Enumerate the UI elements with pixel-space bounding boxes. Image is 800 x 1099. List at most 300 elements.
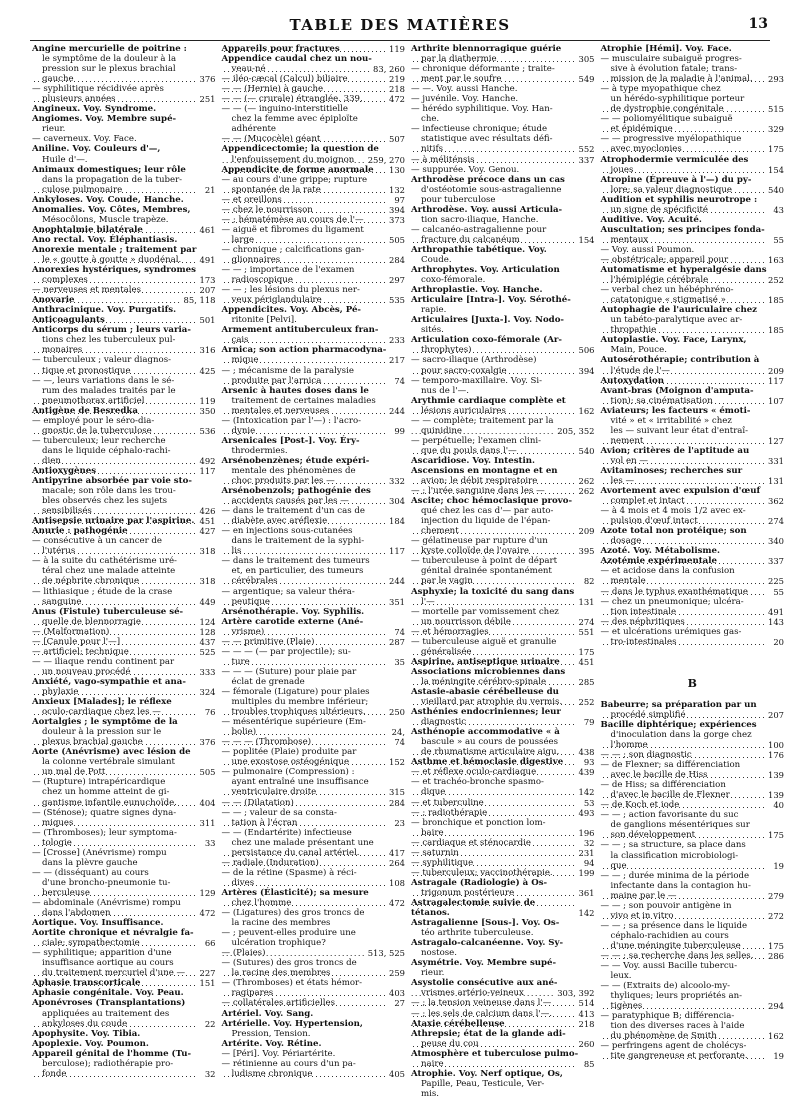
page-reference: 437	[199, 636, 216, 647]
entry-text: dien	[32, 456, 197, 466]
index-entry	[411, 657, 595, 667]
entry-text: — hérédo syphilitique. Voy. Han-	[411, 104, 553, 115]
entry-text: — syphilitique récidivée après	[32, 84, 164, 95]
entry-text: thropathie	[601, 325, 766, 335]
entry-text: Huile d'—.	[42, 154, 88, 165]
index-entry-continuation	[32, 757, 216, 767]
page-reference: 350	[199, 405, 216, 416]
index-entry-continuation	[222, 155, 406, 165]
index-subentry	[601, 1011, 785, 1021]
index-entry	[601, 406, 785, 416]
entry-text: Aviateurs; les facteurs « émoti-	[600, 405, 751, 416]
entry-text: glionnaires	[222, 255, 387, 265]
page-reference: 108	[389, 877, 405, 888]
index-entry-continuation	[411, 1039, 595, 1049]
entry-text: — iléo-cæcal (Calcul) biliaire	[222, 74, 387, 84]
entry-text: Angineux. Voy. Syndrome.	[32, 104, 157, 115]
index-entry-continuation	[411, 386, 595, 396]
entry-text: maine par le —	[601, 891, 766, 901]
index-entry-continuation	[32, 74, 216, 84]
page-reference: 199	[578, 867, 595, 878]
entry-text: ventriculaire droite	[222, 787, 387, 797]
index-entry	[32, 104, 216, 114]
index-entry	[411, 1029, 595, 1039]
page-reference: 93	[583, 757, 595, 768]
entry-text: Antioxygènes	[32, 466, 197, 476]
entry-text: chement	[411, 526, 576, 536]
index-entry	[222, 386, 406, 396]
index-entry	[32, 245, 216, 255]
entry-text: — infectieuse chronique; étude	[411, 124, 548, 135]
index-entry-continuation	[601, 1031, 785, 1041]
index-entry-continuation	[601, 730, 785, 740]
index-entry-continuation	[32, 396, 216, 406]
entry-text: Bacille diphtérique; expériences	[600, 719, 757, 730]
entry-text: bascule » au cours de poussées	[421, 737, 559, 748]
entry-text: sive à évolution fatale; trans-	[610, 64, 738, 75]
index-entry-continuation	[411, 888, 595, 898]
entry-text: Astragalo-calcanéenne. Voy. Sy-	[411, 938, 564, 949]
entry-text: çais	[222, 335, 387, 345]
page-reference: 311	[199, 817, 216, 828]
index-subentry	[411, 998, 595, 1008]
index-entry	[411, 757, 595, 767]
index-entry-continuation	[222, 376, 406, 386]
entry-text: Avion; critères de l'aptitude au	[600, 445, 750, 456]
index-entry	[601, 155, 785, 165]
index-column-1	[32, 44, 216, 1079]
page-reference: 337	[768, 556, 784, 567]
page-reference: 252	[578, 697, 595, 708]
entry-text: — collatérales artificielles	[222, 998, 387, 1008]
index-entry-continuation	[222, 476, 406, 486]
entry-text: tion des diverses races à l'aide	[610, 1021, 745, 1032]
entry-text: — ; peuvent-elles produire une	[221, 928, 356, 939]
page-reference: 287	[389, 636, 405, 647]
entry-text: — et trachéo-bronche spasmo-	[411, 777, 544, 788]
entry-text: — au cours d'une grippe; rupture	[221, 174, 368, 185]
index-entry-continuation	[601, 205, 785, 215]
entry-text: un signe de spécificité	[601, 205, 766, 215]
entry-text: Autoplastie. Voy. Face, Larynx,	[600, 335, 747, 346]
entry-text: par la diathermie	[411, 54, 576, 64]
entry-text: fonde	[32, 1069, 197, 1079]
page-reference: 324	[199, 687, 216, 697]
entry-text: les —	[601, 476, 766, 486]
entry-text: Anticoagulants	[32, 315, 197, 325]
entry-text: — tuberculeux; vaccinothérapie.	[411, 868, 576, 878]
entry-text: rieur.	[42, 124, 66, 135]
index-entry-continuation	[411, 74, 595, 84]
entry-text: tique et pronostique	[32, 366, 197, 376]
index-entry	[411, 1019, 595, 1029]
page-reference: 461	[199, 224, 216, 235]
entry-text: Antipyrine absorbée par voie sto-	[32, 476, 192, 487]
entry-text: produite par l'arnica	[222, 376, 387, 386]
entry-text: avion; le débit respiratoire	[411, 476, 576, 486]
page-reference: 227	[199, 968, 216, 979]
index-entry	[601, 556, 785, 566]
entry-text: tigènes	[601, 1001, 766, 1011]
entry-text: pulsion d'œuf intact	[601, 516, 766, 526]
index-entry-continuation	[411, 576, 595, 586]
entry-text: de dystrophie congénitale	[601, 104, 766, 114]
entry-text: du phénomène de Smith	[601, 1031, 766, 1041]
entry-text: Pression, Tension.	[231, 1028, 311, 1039]
index-subentry	[601, 114, 785, 124]
index-entry-continuation	[601, 790, 785, 800]
index-entry-continuation	[411, 215, 595, 225]
index-subentry	[411, 84, 595, 94]
index-entry	[32, 315, 216, 325]
index-entry-continuation	[32, 546, 216, 556]
index-entry	[601, 44, 785, 54]
entry-text: — poplitée (Plaie) produite par	[221, 747, 357, 758]
entry-text: Angiomes. Voy. Membre supé-	[32, 114, 177, 125]
entry-text: — tuberculeuse aiguë et granulie	[411, 636, 557, 647]
index-subentry	[601, 810, 785, 820]
entry-text: un mal de Pott	[32, 767, 197, 777]
entry-text: — — poliomyélitique subaiguë	[600, 114, 733, 125]
entry-text: Appendicite de forme anormale	[222, 165, 387, 175]
entry-text: Ascite; choc hémoclasique provo-	[411, 496, 573, 507]
index-entry	[32, 406, 216, 416]
entry-text: — et ulcérations urémiques gas-	[600, 626, 742, 637]
index-entry-continuation	[32, 185, 216, 195]
entry-text: Automatisme et hyperalgésie dans	[600, 265, 767, 276]
index-subentry	[411, 536, 595, 546]
page-reference: 209	[578, 526, 595, 537]
entry-text: Anorexies hystériques, syndromes	[32, 265, 196, 276]
index-entry	[601, 215, 785, 225]
entry-text: vol en —	[601, 456, 766, 466]
entry-text: un hérédo-syphilitique porteur	[610, 94, 745, 105]
index-entry-continuation	[411, 737, 595, 747]
page-reference: 40	[773, 800, 784, 811]
entry-text: leux.	[610, 971, 632, 982]
index-entry-continuation	[222, 848, 406, 858]
index-subentry	[411, 777, 595, 787]
entry-text: — tuberculeux; leur recherche	[32, 435, 166, 446]
entry-text: — — — (— par projectile); su-	[221, 646, 351, 657]
index-entry	[601, 355, 785, 365]
entry-text: tro-intestinales	[601, 637, 766, 647]
index-entry-continuation	[601, 426, 785, 436]
page-reference: 303, 392	[557, 988, 595, 999]
index-entry	[411, 265, 595, 275]
page-reference: 285	[578, 676, 595, 687]
entry-text: Ano rectal. Voy. Éléphantiasis.	[32, 234, 178, 245]
index-entry	[222, 486, 406, 496]
entry-text: chez un homme atteint de gi-	[42, 787, 170, 798]
page-reference: 22	[204, 1018, 216, 1029]
index-subentry	[411, 225, 595, 235]
index-entry-continuation	[222, 295, 406, 305]
entry-text: baire	[411, 828, 576, 838]
entry-text: — syphilitique	[411, 858, 576, 868]
index-entry	[32, 747, 216, 757]
page-reference: 21	[204, 184, 216, 195]
page-reference: 176	[768, 750, 784, 761]
index-entry-continuation	[601, 861, 785, 871]
index-entry	[601, 700, 785, 710]
index-entry	[222, 436, 406, 446]
index-entry	[411, 1049, 595, 1059]
page-reference: 513, 525	[367, 948, 405, 959]
index-entry-continuation	[222, 777, 406, 787]
index-entry-continuation	[601, 275, 785, 285]
index-entry-continuation	[601, 710, 785, 720]
index-entry	[222, 1019, 406, 1029]
index-subentry	[411, 94, 595, 104]
index-entry-continuation	[222, 757, 406, 767]
entry-text: — (Thromboses); leur symptoma-	[32, 827, 177, 838]
entry-text: Aortique. Voy. Insuffisance.	[32, 918, 164, 929]
entry-text: — verbal chez un hébéphréno-	[600, 285, 734, 296]
index-entry	[222, 888, 406, 898]
entry-text: — — (Mucocèle) géant	[222, 134, 387, 144]
entry-text: — de Hiss; sa différenciation	[600, 780, 726, 791]
index-entry-continuation	[32, 255, 216, 265]
index-entry-continuation	[411, 1089, 595, 1099]
page-reference: 173	[199, 275, 216, 286]
page-reference: 251	[199, 94, 216, 105]
index-subentry	[411, 818, 595, 828]
entry-text: kyste colloïde de l'ovaire	[411, 546, 576, 556]
index-entry	[32, 1029, 216, 1039]
index-entry	[32, 195, 216, 205]
index-subentry	[32, 587, 216, 597]
index-subentry	[601, 597, 785, 607]
entry-text: rum des malades traités par le	[42, 385, 176, 396]
index-subentry	[601, 760, 785, 770]
page-reference: 35	[394, 656, 405, 667]
index-subentry	[222, 858, 406, 868]
index-entry-continuation	[32, 496, 216, 506]
index-entry-continuation	[601, 64, 785, 74]
index-entry	[222, 1039, 406, 1049]
index-subentry	[222, 908, 406, 918]
page-reference: 142	[578, 787, 595, 798]
entry-text: de ganglions mésentériques sur	[610, 820, 750, 831]
page-reference: 218	[578, 1018, 595, 1029]
index-entry-continuation	[601, 740, 785, 750]
index-subentry	[222, 225, 406, 235]
entry-text: — en injections sous-cutanées	[221, 526, 353, 537]
page-reference: 175	[578, 646, 595, 657]
entry-text: l'—	[411, 597, 576, 607]
entry-text: une exostose ostéogénique	[222, 757, 387, 767]
page-reference: 117	[389, 546, 405, 557]
index-subentry	[411, 637, 595, 647]
entry-text: dans le traitement de la syphi-	[231, 536, 365, 547]
entry-text: sensibilisés	[32, 506, 197, 516]
page-reference: 97	[394, 194, 405, 205]
entry-text: qué chez les cas d'— par auto-	[421, 506, 554, 517]
entry-text: chez la femme avec épiploïte	[231, 114, 358, 125]
entry-text: — ; hématémèse au cours de l'—	[222, 215, 387, 225]
index-subentry	[32, 627, 216, 637]
page-reference: 128	[199, 626, 216, 637]
entry-text: — — primitive (Plaie)	[222, 637, 387, 647]
entry-text: tion intestinale	[601, 607, 766, 617]
index-entry	[411, 667, 595, 677]
entry-text: — dans le traitement d'un cas de	[221, 506, 365, 517]
page-reference: 549	[578, 74, 595, 85]
entry-text: Atrophie. Voy. Nerf optique, Os,	[411, 1068, 563, 1079]
page-reference: 284	[389, 797, 405, 808]
page-reference: 139	[768, 770, 784, 781]
entry-text: un nouveau procédé	[32, 667, 197, 677]
index-entry-continuation	[222, 396, 406, 406]
index-entry	[411, 587, 595, 597]
entry-text: mission de la maladie à l'animal.	[601, 74, 766, 84]
entry-text: mis.	[421, 1088, 440, 1099]
index-subentry	[411, 767, 595, 777]
page-reference: 209	[768, 365, 784, 376]
index-entry	[601, 546, 785, 556]
index-entry-continuation	[32, 386, 216, 396]
index-subentry	[32, 637, 216, 647]
index-subentry	[222, 195, 406, 205]
index-subentry	[222, 285, 406, 295]
index-entry-continuation	[601, 165, 785, 175]
entry-text: chez l'homme	[222, 898, 387, 908]
entry-text: — — (— inguino-interstitielle	[221, 104, 348, 115]
index-entry	[32, 928, 216, 938]
entry-text: Aortalgies ; le symptôme de la	[32, 717, 178, 728]
index-subentry	[222, 94, 406, 104]
index-entry-continuation	[601, 1021, 785, 1031]
entry-text: génital drainée spontanément	[421, 566, 552, 577]
entry-text: — — ; sa présence dans le liquide	[600, 920, 748, 931]
entry-text: — — (Endartérite) infectieuse	[221, 827, 352, 838]
entry-text: — temporo-maxillaire. Voy. Si-	[411, 375, 543, 386]
entry-text: ciale; sympathectomie	[32, 938, 197, 948]
index-subentry	[32, 536, 216, 546]
entry-text: tologie	[32, 838, 197, 848]
entry-text: — paratyphique B; différencia-	[600, 1011, 735, 1022]
index-subentry	[601, 921, 785, 931]
entry-text: Arthrodèse précoce dans un cas	[411, 174, 565, 185]
index-entry	[411, 175, 595, 185]
entry-text: veau-né	[222, 64, 371, 74]
entry-text: Asphyxie; la toxicité du sang dans	[411, 586, 575, 597]
page-reference: 27	[394, 998, 405, 1009]
entry-text: avec myoclonies	[601, 144, 766, 154]
entry-text: l'utérus	[32, 546, 197, 556]
index-entry	[32, 697, 216, 707]
page-reference: 76	[204, 707, 216, 718]
index-subentry	[222, 798, 406, 808]
index-entry-continuation	[411, 345, 595, 355]
index-entry	[411, 958, 595, 968]
index-entry-continuation	[222, 787, 406, 797]
index-entry	[601, 526, 785, 536]
index-subentry	[222, 74, 406, 84]
index-entry	[411, 396, 595, 406]
entry-text: Anurie : pathogénie	[32, 526, 197, 536]
entry-text: Anthracinique. Voy. Purgatifs.	[32, 305, 177, 316]
entry-text: accidents causés par les —	[222, 496, 387, 506]
entry-text: Arthrodèse. Voy. aussi Articula-	[411, 204, 563, 215]
entry-text: Aniline. Voy. Couleurs d'—,	[32, 144, 161, 155]
page-reference: 536	[199, 425, 216, 436]
entry-text: berculose); radiothérapie pro-	[42, 1058, 174, 1069]
entry-text: d'avec le bacille de Flexner	[601, 790, 766, 800]
entry-text: — abdominale (Anévrisme) rompu	[32, 897, 181, 908]
entry-text: et, en particulier, des tumeurs	[231, 566, 364, 577]
page-reference: 119	[389, 44, 405, 54]
entry-text: — — ; les lésions du plexus ner-	[221, 285, 360, 296]
index-entry	[32, 476, 216, 486]
entry-text: lésions auriculaires	[411, 406, 576, 416]
entry-text: et épidémique	[601, 124, 766, 134]
page-reference: 205, 352	[557, 425, 595, 436]
entry-text: la colonne vertébrale simulant	[42, 757, 175, 768]
index-entry	[32, 305, 216, 315]
index-entry-continuation	[32, 767, 216, 777]
index-entry-continuation	[601, 315, 785, 325]
entry-text: Papille, Peau, Testicule, Ver-	[421, 1078, 545, 1089]
entry-text: plusieurs années	[32, 94, 197, 104]
entry-text: Avortement avec expulsion d'œuf	[600, 486, 761, 497]
entry-text: éclat de grenade	[231, 676, 305, 687]
entry-text: — — progressive myélopathique	[600, 134, 742, 145]
entry-text: — (Ligatures) des gros troncs de	[221, 908, 365, 919]
index-entry-continuation	[411, 506, 595, 516]
page-reference: 438	[578, 747, 595, 758]
index-entry-continuation	[32, 506, 216, 516]
page-reference: 425	[199, 365, 216, 376]
entry-text: — fémorale (Ligature) pour plaies	[221, 687, 370, 697]
index-entry-continuation	[32, 366, 216, 376]
index-entry-continuation	[601, 104, 785, 114]
index-entry-continuation	[411, 426, 595, 436]
page-reference: 129	[199, 887, 216, 898]
page-reference: 231	[578, 847, 595, 858]
entry-text: Antisepsie urinaire par l'aspirine.	[32, 516, 197, 526]
entry-text: Audition et syphilis neurotrope :	[600, 194, 758, 205]
entry-text: téral chez une malade atteinte	[42, 566, 176, 577]
index-entry	[411, 205, 595, 215]
entry-text: — dans le traitement des tumeurs	[221, 556, 370, 567]
index-subentry	[222, 828, 406, 838]
page-reference: 107	[768, 395, 784, 406]
index-entry-continuation	[601, 496, 785, 506]
index-subentry	[32, 376, 216, 386]
index-subentry	[222, 265, 406, 275]
index-entry-continuation	[411, 446, 595, 456]
entry-text: dynie	[222, 426, 387, 436]
entry-text: traitement de certaines maladies	[231, 395, 376, 406]
entry-text: — mésentérique supérieure (Em-	[221, 717, 366, 728]
index-entry-continuation	[411, 828, 595, 838]
entry-text: Associations microbiennes dans	[411, 666, 566, 677]
entry-text: — chronique déformante ; traite-	[411, 64, 555, 75]
entry-text: Atropine (Épreuve à l'—) du py-	[600, 174, 752, 185]
index-entry-continuation	[32, 155, 216, 165]
entry-text: — perfringens agent de cholécys-	[600, 1041, 747, 1052]
index-subentry	[222, 667, 406, 677]
entry-text: mentales et nerveuses	[222, 406, 387, 416]
index-entry-continuation	[411, 948, 595, 958]
index-entry-continuation	[411, 516, 595, 526]
entry-text: — à 4 mois et 4 mois 1/2 avec ex-	[600, 506, 746, 517]
entry-text: — lithiasique ; étude de la crase	[32, 586, 173, 597]
index-entry	[411, 245, 595, 255]
index-entry	[601, 386, 785, 396]
